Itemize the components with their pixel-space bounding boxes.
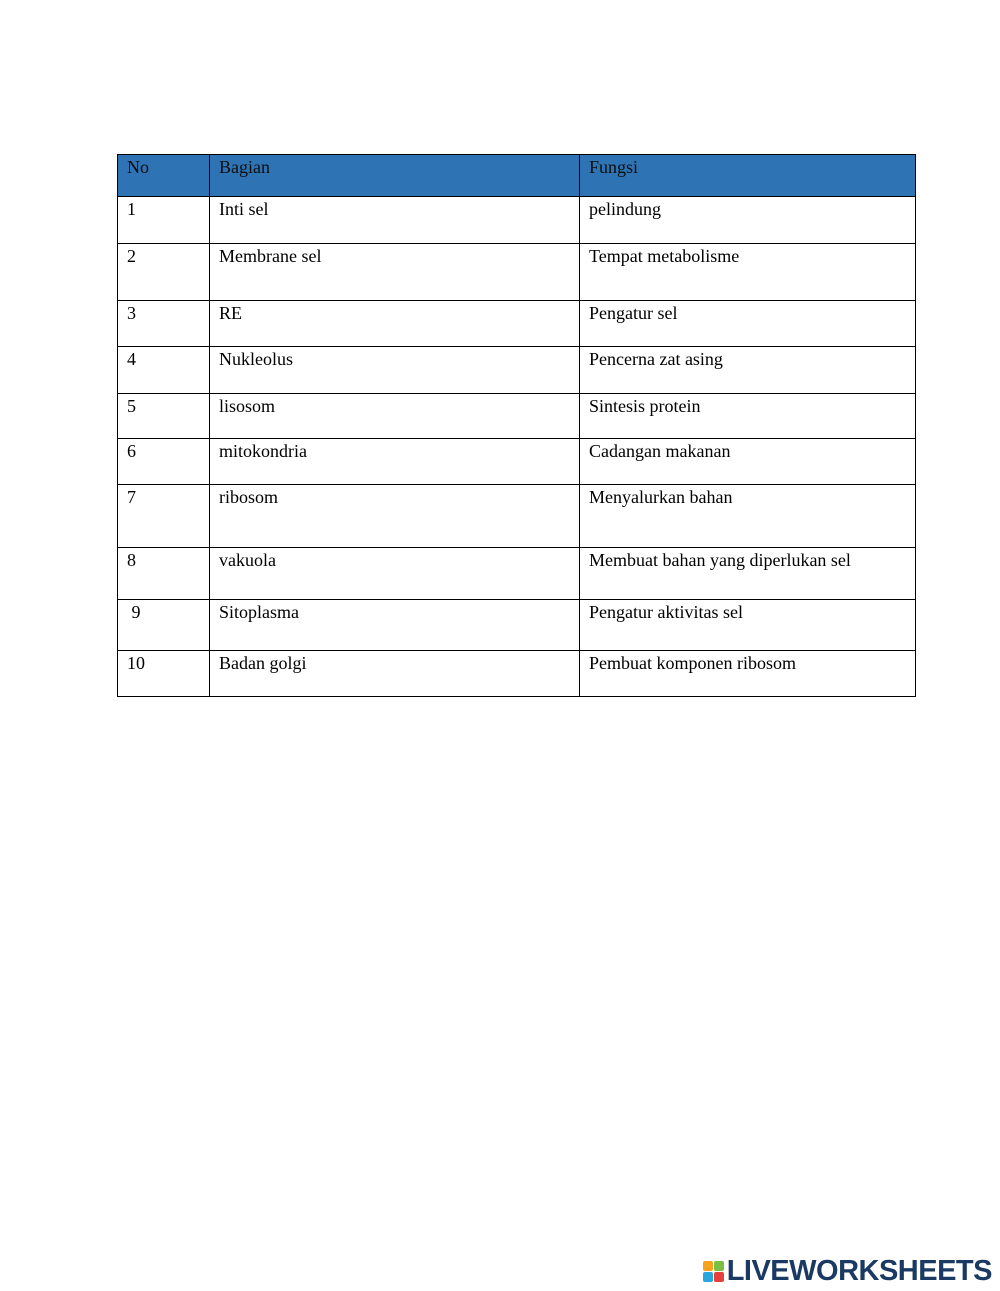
table-row	[118, 197, 916, 244]
cell-no: 7	[118, 485, 210, 548]
cell-bagian: Badan golgi	[210, 651, 580, 697]
table-row	[118, 244, 916, 301]
table-row	[118, 347, 916, 394]
logo-block-v	[703, 1272, 713, 1282]
cell-fungsi: Pengatur sel	[580, 301, 916, 347]
cell-fungsi: Pengatur aktivitas sel	[580, 600, 916, 651]
table-row	[118, 439, 916, 485]
liveworksheets-wordmark: LIVEWORKSHEETS	[726, 1255, 992, 1287]
header-fungsi: Fungsi	[580, 155, 916, 197]
cell-bagian: RE	[210, 301, 580, 347]
cell-fungsi: Tempat metabolisme	[580, 244, 916, 301]
table-header-row	[118, 155, 916, 197]
cell-no: 2	[118, 244, 210, 301]
cell-bagian: ribosom	[210, 485, 580, 548]
table-row	[118, 651, 916, 697]
cell-fungsi: pelindung	[580, 197, 916, 244]
liveworksheets-logo	[703, 1256, 992, 1286]
cell-fungsi: Pembuat komponen ribosom	[580, 651, 916, 697]
cell-fungsi: Pencerna zat asing	[580, 347, 916, 394]
logo-block-i	[714, 1261, 724, 1271]
cell-no: 4	[118, 347, 210, 394]
logo-block-e	[714, 1272, 724, 1282]
cell-no: 1	[118, 197, 210, 244]
cell-fungsi: Menyalurkan bahan	[580, 485, 916, 548]
cell-fungsi: Membuat bahan yang diperlukan sel	[580, 548, 916, 600]
header-bagian: Bagian	[210, 155, 580, 197]
cell-no: 5	[118, 394, 210, 439]
table-row	[118, 548, 916, 600]
cell-bagian: Nukleolus	[210, 347, 580, 394]
liveworksheets-logo-icon	[703, 1261, 724, 1282]
cell-bagian: vakuola	[210, 548, 580, 600]
cell-bagian: Membrane sel	[210, 244, 580, 301]
logo-block-l	[703, 1261, 713, 1271]
worksheet-table	[117, 154, 916, 697]
cell-fungsi: Cadangan makanan	[580, 439, 916, 485]
cell-no: 3	[118, 301, 210, 347]
cell-no: 8	[118, 548, 210, 600]
table-row	[118, 301, 916, 347]
cell-bagian: mitokondria	[210, 439, 580, 485]
table-row	[118, 600, 916, 651]
header-no: No	[118, 155, 210, 197]
cell-no: 6	[118, 439, 210, 485]
cell-fungsi: Sintesis protein	[580, 394, 916, 439]
table-row	[118, 394, 916, 439]
cell-bagian: lisosom	[210, 394, 580, 439]
cell-bagian: Sitoplasma	[210, 600, 580, 651]
cell-no: 10	[118, 651, 210, 697]
table-row	[118, 485, 916, 548]
cell-bagian: Inti sel	[210, 197, 580, 244]
cell-no: 9	[118, 600, 210, 651]
